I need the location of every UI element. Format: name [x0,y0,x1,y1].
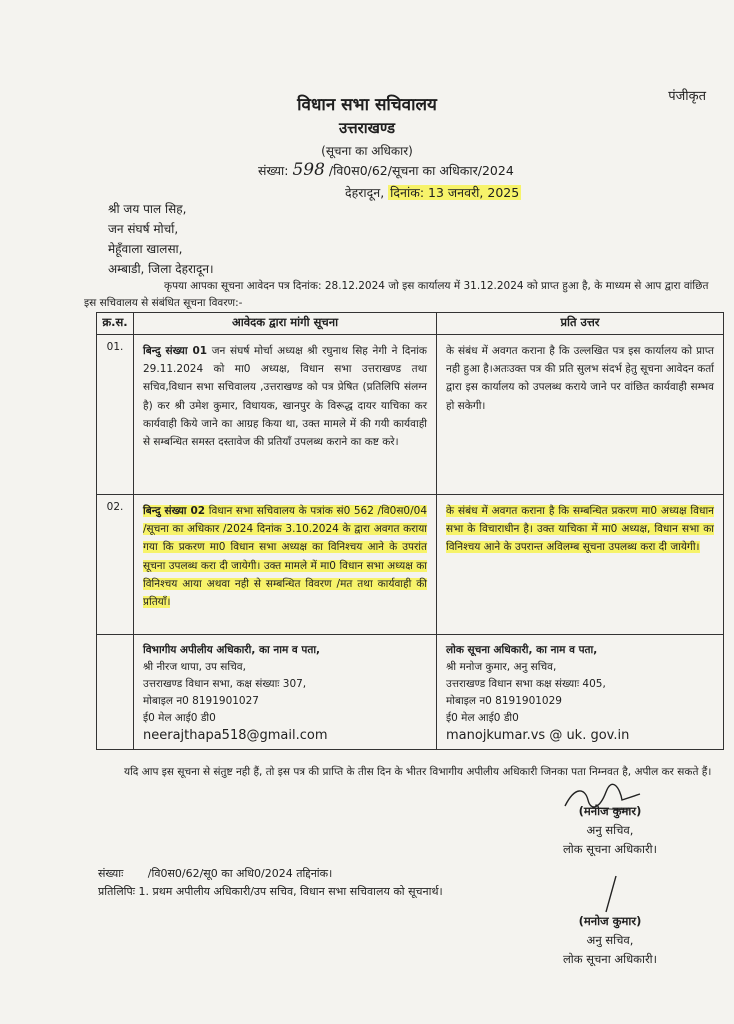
row-query [135,336,435,455]
copy-reference: संख्याः /वि0स0/62/सू0 का अधि0/2024 तद्दिनांक। [98,867,333,880]
state-title: उत्तराखण्ड [338,119,396,137]
signatory-name: (मनोज कुमार) [578,804,642,818]
address-line: अम्बाडी, जिला देहरादून। [108,262,214,276]
header-serial: क्र.स. [97,313,134,335]
officer-mobile: मोबाइल न0 8191901027 [143,695,259,707]
point-label: बिन्दु संख्या 01 [143,345,208,357]
table-header-row [97,313,724,335]
copy-to: प्रतिलिपिः 1. प्रथम अपीलीय अधिकारी/उप सचिव, विधान सभा सचिवालय को सूचनार्थ। [98,885,443,898]
information-table [96,312,724,750]
officer-row [97,635,724,750]
public-info-officer [438,636,722,748]
table-row [97,335,724,495]
appeal-note: यदि आप इस सूचना से संतुष्ट नही हैं, तो इस पत्र की प्राप्ति के तीस दिन के भीतर विभागीय अपीलीय अधिकारी जिनका पता निम्नवत है, अपील कर सकते हैं। [124,766,712,778]
row-query [135,496,435,615]
officer-email: neerajthapa518@gmail.com [143,728,328,743]
ref-number: 598 [292,160,325,180]
signatory-designation: अनु सचिव, [586,823,634,837]
row-serial: 02. [97,495,134,635]
officer-email-label: ई0 मेल आई0 डी0 [143,712,216,724]
signatory-role: लोक सूचना अधिकारी। [562,952,658,966]
signatory-designation: अनु सचिव, [586,933,634,947]
address-line: श्री जय पाल सिह, [108,202,187,216]
query-text: जन संघर्ष मोर्चा अध्यक्ष श्री रघुनाथ सिह नेगी ने दिनांक 29.11.2024 को मा0 अध्यक्ष, विधान सभा उत्तराखण्ड तथा सचिव,विधान सभा सचिवालय ,उत्तराखण्ड को पत्र प्रेषित (प्रतिलिपि संलग्न है) कर श्री उमेश कुमार, विधायक, खानपुर के विरूद्ध दायर याचिका कर कार्यवाही किये जाने का आग्रह किया था, उक्त मामले में की गयी कार्यवाही से सम्बन्धित समस्त दस्तावेज की प्रतियाँ उपलब्ध कराने का कष्ट करे। [143,345,427,449]
table-row [97,495,724,635]
officer-office: उत्तराखण्ड विधान सभा कक्ष संख्याः 405, [446,678,606,690]
reply-text: के संबंध में अवगत कराना है कि सम्बन्धित प्रकरण मा0 अध्यक्ष विधान सभा के विचाराधीन है। उक्त याचिका में मा0 अध्यक्ष, विधान सभा का विनिश्चय आने के उपरान्त अविलम्ब सूचना उपलब्ध करा दी जायेगी। [446,505,714,554]
registered-mark: पंजीकृत [668,89,706,104]
row-reply: के संबंध में अवगत कराना है कि उल्लखित पत्र इस कार्यालय को प्राप्त नही हुआ है।अतःउक्त पत्र की प्रति सुलभ संदर्भ हेतु सूचना आवेदन कर्ता द्वारा इस कार्यालय को उपलब्ध कराये जाने पर वांछित कार्यवाही सम्भव हो सकेगी। [446,345,714,412]
signature-block-2 [520,912,700,969]
header-reply: प्रति उत्तर [437,313,724,335]
org-title: विधान सभा सचिवालय [297,95,437,115]
signature-block-1 [520,802,700,859]
address-line: मेहूँवाला खालसा, [108,242,183,256]
intro-paragraph: कृपया आपका सूचना आवेदन पत्र दिनांक: 28.12.2024 जो इस कार्यालय में 31.12.2024 को प्राप्त हुआ है, के माध्यम से आप द्वारा वांछित इस सचिवालय से संबंधित सूचना विवरण:- [84,280,709,309]
officer-title: लोक सूचना अधिकारी, का नाम व पता, [446,644,598,656]
officer-title: विभागीय अपीलीय अधिकारी, का नाम व पता, [143,644,321,656]
date-value: 13 जनवरी, 2025 [428,185,520,200]
officer-email: manojkumar.vs @ uk. gov.in [446,728,630,743]
reference-line [258,160,514,180]
date-label: दिनांक: [390,185,425,200]
date-line [345,184,521,201]
rti-subtitle: (सूचना का अधिकार) [321,144,413,158]
signatory-name: (मनोज कुमार) [578,914,642,928]
header-query: आवेदक द्वारा मांगी सूचना [134,313,437,335]
initial-scribble [596,872,626,916]
officer-mobile: मोबाइल न0 8191901029 [446,695,562,707]
address-line: जन संघर्ष मोर्चा, [108,222,179,236]
officer-office: उत्तराखण्ड विधान सभा, कक्ष संख्याः 307, [143,678,307,690]
point-label: बिन्दु संख्या 02 [143,505,206,517]
row-serial: 01. [97,335,134,495]
ref-prefix: संख्या: [258,163,289,178]
officer-email-label: ई0 मेल आई0 डी0 [446,712,519,724]
place: देहरादून, [345,185,385,200]
officer-name: श्री मनोज कुमार, अनु सचिव, [446,661,557,673]
appellate-officer [135,636,435,748]
row-reply [438,496,722,561]
ref-suffix: /वि0स0/62/सूचना का अधिकार/2024 [328,163,514,178]
date-highlight [388,185,521,200]
query-text: विधान सभा सचिवालय के पत्रांक सं0 562 /वि0स0/04 /सूचना का अधिकार /2024 दिनांक 3.10.2024 के द्वारा अवगत कराया गया कि प्रकरण मा0 विधान सभा अध्यक्ष का विनिश्चय आने के उपरांत सूचना उपलब्ध करा दी जायेगी। उक्त मामले में मा0 विधान सभा अध्यक्ष का विनिश्चय आया अथवा नही से सम्बन्धित विवरण /मत तथा कार्यवाही की प्रतियाँ। [143,505,427,609]
signatory-role: लोक सूचना अधिकारी। [562,842,658,856]
officer-name: श्री नीरज थापा, उप सचिव, [143,661,246,673]
